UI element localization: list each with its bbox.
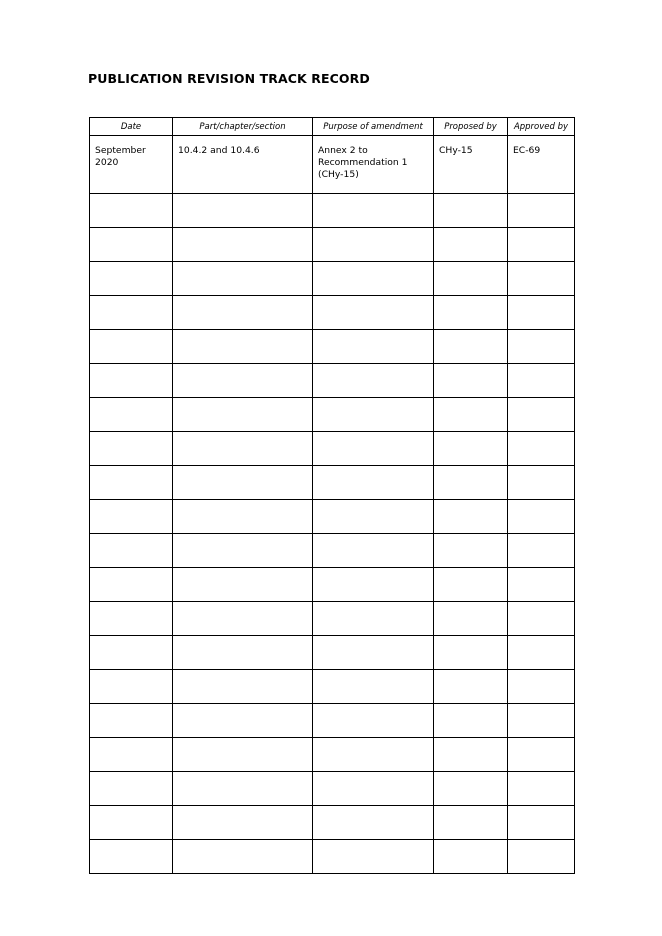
cell-part-chapter-section: [173, 534, 313, 568]
cell-approved-by: [508, 228, 575, 262]
cell-approved-by: [508, 670, 575, 704]
cell-proposed-by: [434, 772, 508, 806]
cell-proposed-by: [434, 262, 508, 296]
cell-purpose-of-amendment: [313, 670, 434, 704]
table-row-empty: [90, 262, 575, 296]
cell-date: [90, 262, 173, 296]
cell-date: [90, 806, 173, 840]
cell-purpose-of-amendment: [313, 432, 434, 466]
cell-part-chapter-section: [173, 806, 313, 840]
cell-approved-by: [508, 500, 575, 534]
cell-date: [90, 296, 173, 330]
cell-part-chapter-section: [173, 704, 313, 738]
cell-part-chapter-section: [173, 636, 313, 670]
cell-proposed-by: [434, 500, 508, 534]
cell-proposed-by: [434, 738, 508, 772]
table-row-empty: [90, 228, 575, 262]
cell-date: [90, 330, 173, 364]
cell-proposed-by: [434, 568, 508, 602]
cell-purpose-of-amendment: [313, 534, 434, 568]
cell-date: [90, 738, 173, 772]
table-row: [90, 136, 575, 194]
cell-date: [90, 398, 173, 432]
cell-date: [90, 568, 173, 602]
cell-approved-by: [508, 806, 575, 840]
cell-date: [90, 602, 173, 636]
cell-approved-by: [508, 602, 575, 636]
table-row-empty: [90, 500, 575, 534]
cell-part-chapter-section: [173, 840, 313, 874]
cell-approved-by: [508, 738, 575, 772]
cell-part-chapter-section: [173, 136, 313, 194]
cell-date: [90, 772, 173, 806]
column-header-approved-by: Approved by: [508, 118, 575, 136]
cell-part-chapter-section: [173, 228, 313, 262]
cell-part-chapter-section: [173, 738, 313, 772]
column-header-part-chapter-section: Part/chapter/section: [173, 118, 313, 136]
cell-proposed-by: [434, 364, 508, 398]
cell-proposed-by: [434, 602, 508, 636]
cell-part-chapter-section: [173, 262, 313, 296]
cell-purpose-of-amendment: [313, 136, 434, 194]
cell-purpose-of-amendment: [313, 330, 434, 364]
cell-approved-by: [508, 568, 575, 602]
cell-proposed-by: [434, 432, 508, 466]
cell-part-chapter-section: [173, 194, 313, 228]
cell-part-chapter-section: [173, 568, 313, 602]
cell-approved-by: [508, 262, 575, 296]
cell-purpose-of-amendment: [313, 228, 434, 262]
cell-purpose-of-amendment: [313, 602, 434, 636]
table-row-empty: [90, 806, 575, 840]
cell-purpose-of-amendment: [313, 364, 434, 398]
table-row-empty: [90, 738, 575, 772]
cell-date: [90, 636, 173, 670]
cell-date: [90, 704, 173, 738]
cell-purpose-of-amendment: [313, 840, 434, 874]
page-title: PUBLICATION REVISION TRACK RECORD: [88, 71, 370, 86]
cell-part-chapter-section: [173, 296, 313, 330]
cell-purpose-of-amendment: [313, 806, 434, 840]
cell-proposed-by: [434, 228, 508, 262]
cell-approved-by: [508, 296, 575, 330]
cell-proposed-by: [434, 534, 508, 568]
cell-approved-by: [508, 534, 575, 568]
table-row-empty: [90, 670, 575, 704]
table-row-empty: [90, 398, 575, 432]
table-row-empty: [90, 636, 575, 670]
cell-proposed-by: [434, 330, 508, 364]
cell-date: [90, 228, 173, 262]
table-row-empty: [90, 602, 575, 636]
cell-proposed-by: [434, 466, 508, 500]
cell-text: Annex 2 to Recommendation 1 (CHy-15): [318, 145, 408, 180]
cell-date: [90, 534, 173, 568]
cell-approved-by: [508, 136, 575, 194]
cell-date: [90, 670, 173, 704]
cell-date: [90, 364, 173, 398]
cell-approved-by: [508, 398, 575, 432]
cell-proposed-by: [434, 296, 508, 330]
cell-part-chapter-section: [173, 364, 313, 398]
cell-approved-by: [508, 330, 575, 364]
cell-proposed-by: [434, 806, 508, 840]
cell-purpose-of-amendment: [313, 262, 434, 296]
table-header-row: [90, 118, 575, 136]
cell-purpose-of-amendment: [313, 466, 434, 500]
cell-part-chapter-section: [173, 432, 313, 466]
cell-purpose-of-amendment: [313, 636, 434, 670]
cell-approved-by: [508, 466, 575, 500]
cell-purpose-of-amendment: [313, 296, 434, 330]
cell-part-chapter-section: [173, 466, 313, 500]
cell-date: [90, 194, 173, 228]
cell-date: [90, 500, 173, 534]
cell-proposed-by: [434, 840, 508, 874]
cell-approved-by: [508, 704, 575, 738]
cell-approved-by: [508, 840, 575, 874]
cell-part-chapter-section: [173, 398, 313, 432]
table-row-empty: [90, 330, 575, 364]
cell-approved-by: [508, 364, 575, 398]
table-row-empty: [90, 194, 575, 228]
table-row-empty: [90, 534, 575, 568]
cell-purpose-of-amendment: [313, 704, 434, 738]
table-row-empty: [90, 704, 575, 738]
cell-part-chapter-section: [173, 500, 313, 534]
cell-purpose-of-amendment: [313, 398, 434, 432]
cell-text: 10.4.2 and 10.4.6: [178, 145, 260, 156]
column-header-purpose-of-amendment: Purpose of amendment: [313, 118, 434, 136]
cell-date: [90, 840, 173, 874]
cell-part-chapter-section: [173, 670, 313, 704]
cell-text: September 2020: [95, 145, 146, 168]
cell-purpose-of-amendment: [313, 772, 434, 806]
table-row-empty: [90, 364, 575, 398]
column-header-date: Date: [90, 118, 173, 136]
cell-text: CHy-15: [439, 145, 473, 156]
cell-purpose-of-amendment: [313, 738, 434, 772]
table-row-empty: [90, 466, 575, 500]
cell-date: [90, 466, 173, 500]
cell-approved-by: [508, 432, 575, 466]
cell-text: EC-69: [513, 145, 541, 156]
cell-proposed-by: [434, 636, 508, 670]
table-row-empty: [90, 840, 575, 874]
table-row-empty: [90, 568, 575, 602]
cell-approved-by: [508, 636, 575, 670]
table-row-empty: [90, 772, 575, 806]
cell-purpose-of-amendment: [313, 500, 434, 534]
cell-part-chapter-section: [173, 602, 313, 636]
column-header-proposed-by: Proposed by: [434, 118, 508, 136]
cell-purpose-of-amendment: [313, 568, 434, 602]
cell-approved-by: [508, 194, 575, 228]
cell-purpose-of-amendment: [313, 194, 434, 228]
cell-date: [90, 136, 173, 194]
cell-approved-by: [508, 772, 575, 806]
cell-proposed-by: [434, 136, 508, 194]
table-row-empty: [90, 296, 575, 330]
revision-track-table: [89, 117, 575, 874]
cell-part-chapter-section: [173, 330, 313, 364]
cell-part-chapter-section: [173, 772, 313, 806]
cell-proposed-by: [434, 194, 508, 228]
cell-proposed-by: [434, 704, 508, 738]
cell-proposed-by: [434, 670, 508, 704]
cell-date: [90, 432, 173, 466]
table-row-empty: [90, 432, 575, 466]
cell-proposed-by: [434, 398, 508, 432]
